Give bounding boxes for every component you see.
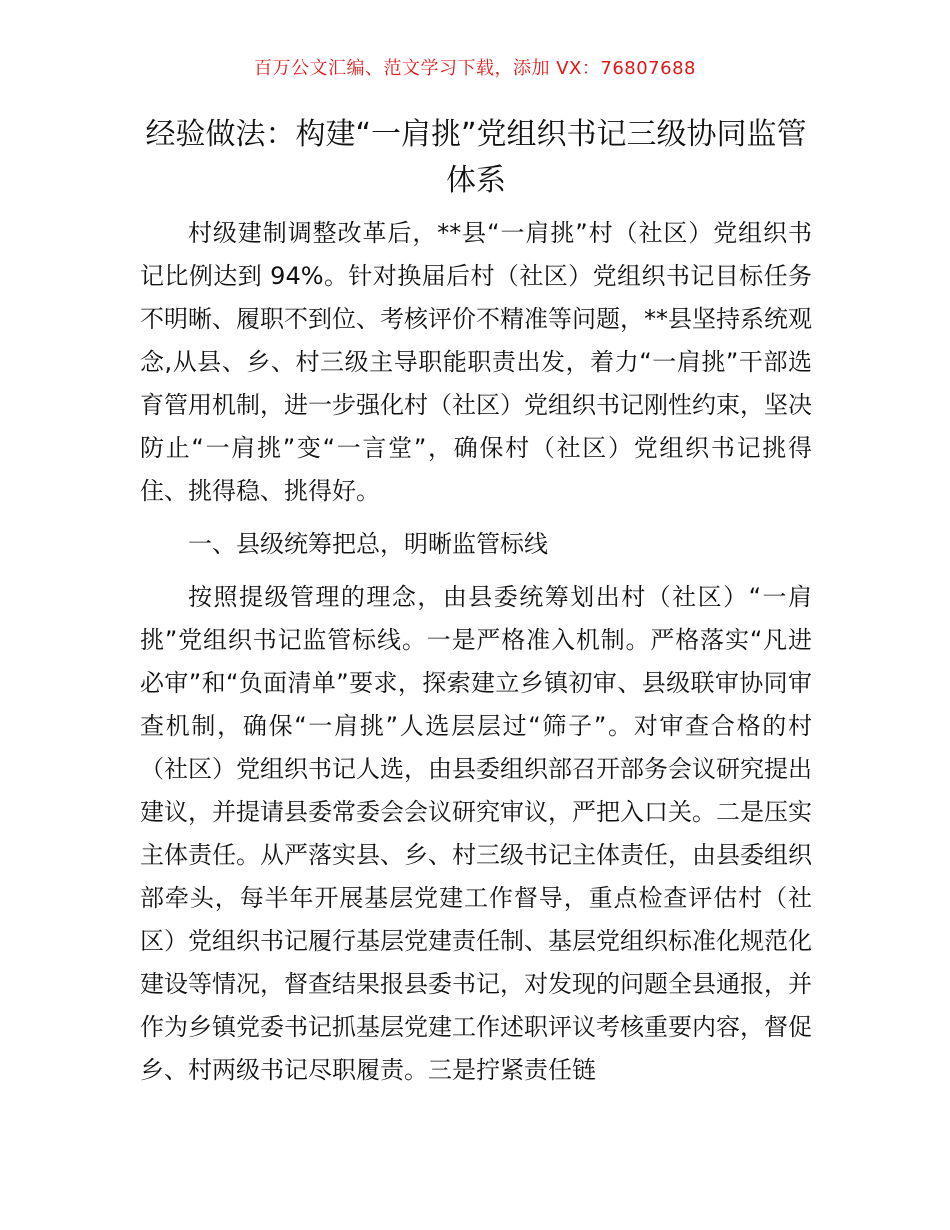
paragraph-section-one: 按照提级管理的理念，由县委统筹划出村（社区）“一肩挑”党组织书记监管标线。一是严格准入机制。严格落实“凡进必审”和“负面清单”要求，探索建立乡镇初审、县级联审协同审查机制，确保“一肩挑”人选层层过“筛子”。对审查合格的村（社区）党组织书记人选，由县委组织部召开部务会议研究提出建议，并提请县委常委会会议研究审议，严把入口关。二是压实主体责任。从严落实县、乡、村三级书记主体责任，由县委组织部牵头，每半年开展基层党建工作督导，重点检查评估村（社区）党组织书记履行基层党建责任制、基层党组织标准化规范化建设等情况，督查结果报县委书记，对发现的问题全县通报，并作为乡镇党委书记抓基层党建工作述职评议考核重要内容，督促乡、村两级书记尽职履责。三是拧紧责任链 (140, 583, 812, 1084)
document-title: 经验做法：构建“一肩挑”党组织书记三级协同监管体系 (145, 117, 807, 198)
document-body (140, 212, 812, 1092)
paragraph-intro: 村级建制调整改革后，**县“一肩挑”村（社区）党组织书记比例达到 94%。针对换届后村（社区）党组织书记目标任务不明晰、履职不到位、考核评价不精准等问题，**县坚持系统观念,从县、乡、村三级主导职能职责出发，着力“一肩挑”干部选育管用机制，进一步强化村（社区）党组织书记刚性约束，坚决防止“一肩挑”变“一言堂”，确保村（社区）党组织书记挑得住、挑得稳、挑得好。 (140, 219, 812, 505)
header-banner: 百万公文汇编、范文学习下载，添加 VX：76807688 (254, 58, 696, 79)
section-heading: 一、县级统筹把总，明晰监管标线 (188, 530, 548, 558)
